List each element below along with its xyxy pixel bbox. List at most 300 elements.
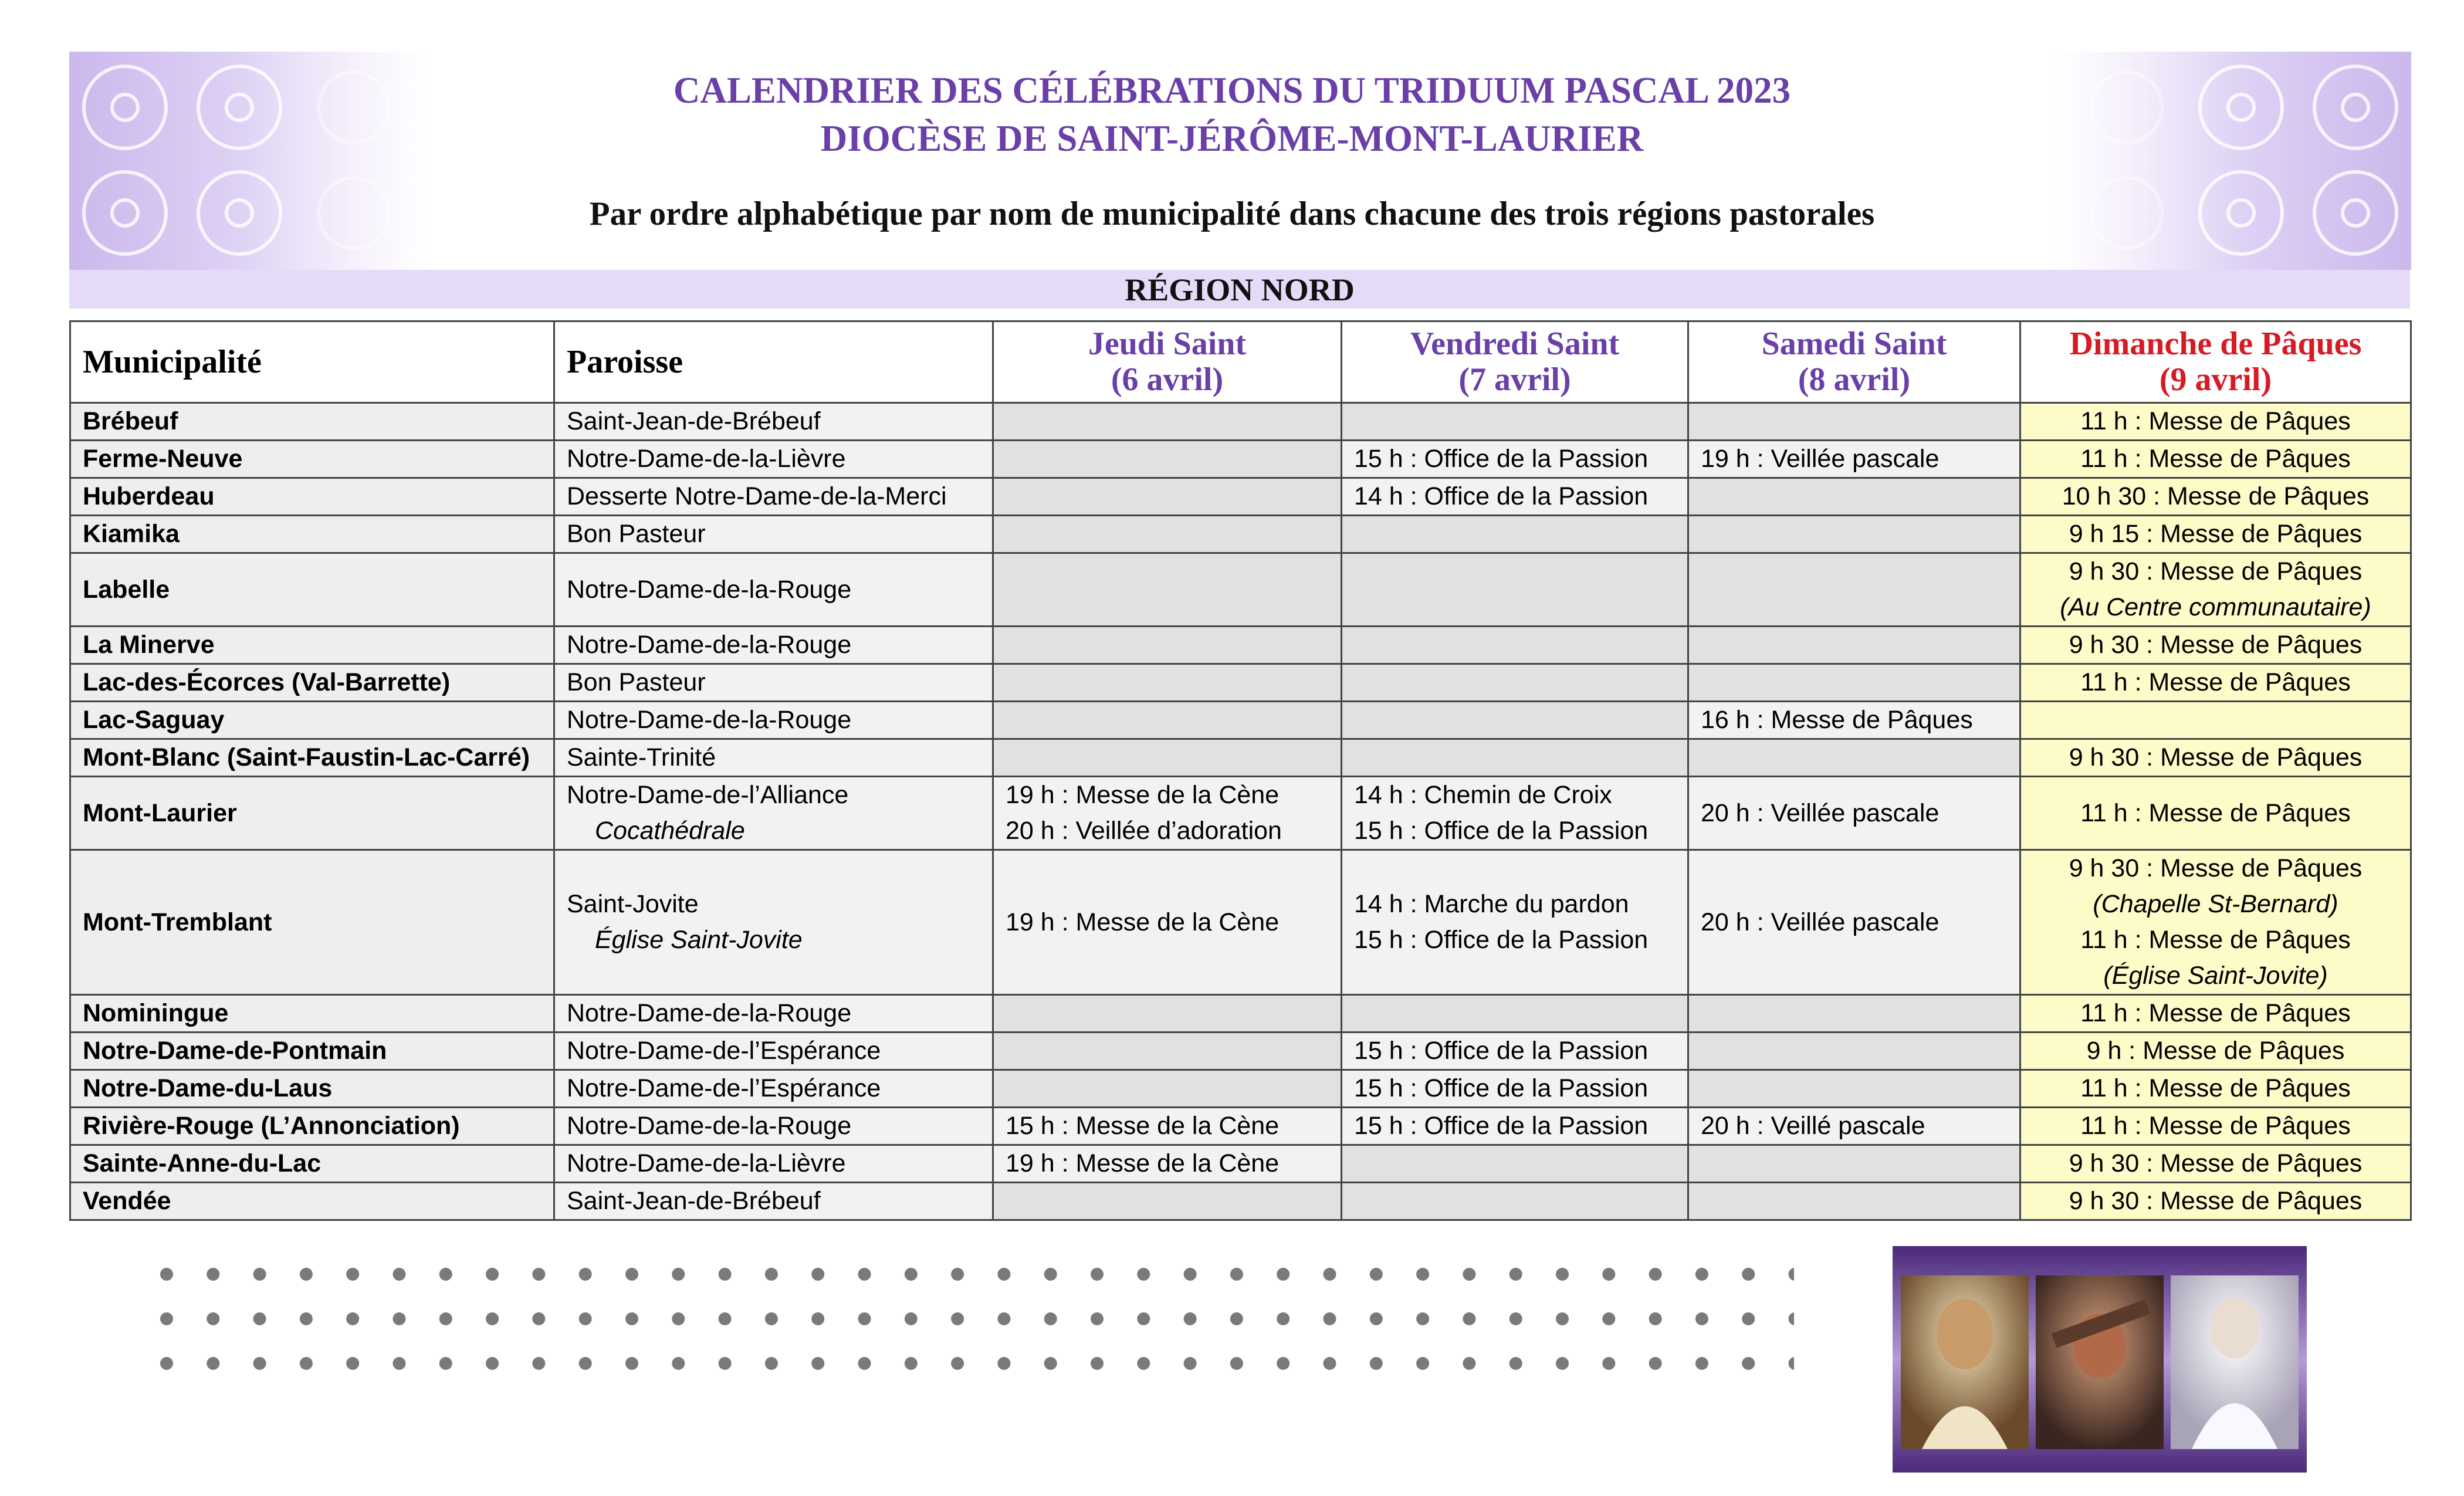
- parish-line: Notre-Dame-de-la-Lièvre: [567, 445, 846, 473]
- decorative-dot: [579, 1357, 592, 1370]
- jeudi-cell: [993, 516, 1342, 553]
- decorative-dot: [439, 1312, 452, 1325]
- decorative-dot: [1789, 1357, 1795, 1370]
- decorative-dot: [765, 1312, 778, 1325]
- vendredi-cell: [1342, 739, 1688, 777]
- parish-cell: [554, 850, 993, 995]
- samedi-line: 16 h : Messe de Pâques: [1701, 706, 1973, 734]
- parish-line: Saint-Jean-de-Brébeuf: [567, 1187, 821, 1215]
- header-jeudi-date: (6 avril): [1111, 361, 1224, 398]
- vendredi-line: 15 h : Office de la Passion: [1354, 1037, 1649, 1065]
- table-row: [70, 739, 2411, 777]
- parish-cell: [554, 1145, 993, 1183]
- decorative-dot: [1277, 1357, 1289, 1370]
- dimanche-line: 9 h 30 : Messe de Pâques: [2069, 557, 2363, 585]
- table-row: [70, 1108, 2411, 1145]
- vendredi-cell: [1342, 627, 1688, 664]
- decorative-dot: [1277, 1312, 1289, 1325]
- parish-line: Desserte Notre-Dame-de-la-Merci: [567, 482, 947, 510]
- decorative-dot: [905, 1268, 918, 1281]
- header-jeudi: [993, 321, 1342, 403]
- decorative-dot: [1324, 1312, 1336, 1325]
- parish-line: Notre-Dame-de-la-Rouge: [567, 1112, 852, 1140]
- decorative-dot: [300, 1357, 313, 1370]
- jeudi-cell: [993, 553, 1342, 627]
- vendredi-cell: [1342, 1183, 1688, 1220]
- dimanche-line: (Au Centre communautaire): [2060, 593, 2371, 621]
- decorative-dot: [1509, 1268, 1522, 1281]
- table-row: [70, 441, 2411, 478]
- decorative-dot: [532, 1268, 545, 1281]
- vendredi-cell: [1342, 1145, 1688, 1183]
- municipality-cell: Nominingue: [70, 995, 554, 1033]
- decorative-dot: [1044, 1268, 1057, 1281]
- dimanche-cell: [2020, 850, 2411, 995]
- decorative-dot: [719, 1357, 732, 1370]
- decorative-dot: [579, 1312, 592, 1325]
- decorative-dot: [1602, 1312, 1615, 1325]
- decorative-dot: [579, 1268, 592, 1281]
- dimanche-line: 11 h : Messe de Pâques: [2080, 1112, 2351, 1140]
- dimanche-line: 9 h : Messe de Pâques: [2086, 1037, 2345, 1065]
- table-row: [70, 403, 2411, 441]
- decorative-dot: [1742, 1357, 1755, 1370]
- header-jeudi-day: Jeudi Saint: [1088, 326, 1247, 362]
- jeudi-line: 15 h : Messe de la Cène: [1006, 1112, 1280, 1140]
- parish-line: Notre-Dame-de-l’Espérance: [567, 1037, 881, 1065]
- samedi-cell: [1688, 702, 2020, 739]
- decorative-dot: [207, 1268, 219, 1281]
- dimanche-line: 11 h : Messe de Pâques: [2080, 999, 2351, 1027]
- parish-cell: [554, 553, 993, 627]
- decorative-dot: [625, 1312, 638, 1325]
- table-row: [70, 627, 2411, 664]
- municipality-cell: Sainte-Anne-du-Lac: [70, 1145, 554, 1183]
- table-row: [70, 1183, 2411, 1220]
- decorative-dot: [765, 1268, 778, 1281]
- vendredi-cell: [1342, 516, 1688, 553]
- vendredi-line: 14 h : Marche du pardon: [1354, 890, 1629, 918]
- parish-line: Sainte-Trinité: [567, 743, 716, 771]
- decorative-dot: [1649, 1357, 1662, 1370]
- table-row: [70, 516, 2411, 553]
- decorative-dot: [1184, 1268, 1197, 1281]
- parish-cell: [554, 995, 993, 1033]
- decorative-dot: [346, 1268, 359, 1281]
- dimanche-cell: [2020, 441, 2411, 478]
- municipality-cell: Huberdeau: [70, 478, 554, 516]
- parish-cell: [554, 1070, 993, 1108]
- jeudi-line: 19 h : Messe de la Cène: [1006, 908, 1280, 936]
- dimanche-cell: [2020, 1183, 2411, 1220]
- parish-cell: [554, 403, 993, 441]
- decorative-dot: [1416, 1268, 1429, 1281]
- table-row: [70, 777, 2411, 850]
- table-row: [70, 702, 2411, 739]
- jeudi-line: 19 h : Messe de la Cène: [1006, 781, 1280, 809]
- vendredi-line: 14 h : Chemin de Croix: [1354, 781, 1612, 809]
- dimanche-line: 9 h 30 : Messe de Pâques: [2069, 854, 2363, 882]
- parish-line: Église Saint-Jovite: [595, 926, 803, 954]
- decorative-dot: [1324, 1268, 1336, 1281]
- decorative-dot: [765, 1357, 778, 1370]
- vendredi-cell: [1342, 1033, 1688, 1070]
- jeudi-cell: [993, 403, 1342, 441]
- dimanche-cell: [2020, 516, 2411, 553]
- decorative-dot: [300, 1268, 313, 1281]
- decorative-dot: [1184, 1357, 1197, 1370]
- header-municipalite: Municipalité: [70, 321, 554, 403]
- vendredi-cell: [1342, 702, 1688, 739]
- samedi-cell: [1688, 664, 2020, 702]
- decorative-dot: [1509, 1312, 1522, 1325]
- decorative-dot: [393, 1357, 406, 1370]
- jeudi-cell: [993, 1070, 1342, 1108]
- diocese-title: DIOCÈSE DE SAINT-JÉRÔME-MONT-LAURIER: [820, 118, 1644, 159]
- header-vendredi: [1342, 321, 1688, 403]
- decorative-dot: [1742, 1268, 1755, 1281]
- table-row: [70, 478, 2411, 516]
- jeudi-cell: [993, 850, 1342, 995]
- decorative-dot: [1370, 1357, 1383, 1370]
- header-vendredi-day: Vendredi Saint: [1410, 326, 1620, 362]
- decorative-dot: [393, 1312, 406, 1325]
- vendredi-cell: [1342, 441, 1688, 478]
- decorative-dot: [997, 1357, 1010, 1370]
- samedi-line: 20 h : Veillé pascale: [1701, 1112, 1925, 1140]
- decorative-dot: [1137, 1357, 1150, 1370]
- dimanche-cell: [2020, 627, 2411, 664]
- decorative-dot: [1091, 1268, 1104, 1281]
- decorative-dot: [811, 1312, 824, 1325]
- header-samedi: [1688, 321, 2020, 403]
- decorative-dot: [160, 1312, 173, 1325]
- dimanche-cell: [2020, 1108, 2411, 1145]
- dimanche-cell: [2020, 1145, 2411, 1183]
- subtitle: Par ordre alphabétique par nom de municipalité dans chacune des trois régions pastorales: [589, 195, 1875, 232]
- vendredi-cell: [1342, 478, 1688, 516]
- decorative-dot: [1463, 1268, 1475, 1281]
- dimanche-line: 9 h 30 : Messe de Pâques: [2069, 1149, 2363, 1177]
- samedi-line: 20 h : Veillée pascale: [1701, 908, 1940, 936]
- dimanche-cell: [2020, 702, 2411, 739]
- parish-line: Cocathédrale: [595, 817, 745, 845]
- table-row: [70, 850, 2411, 995]
- dimanche-line: 11 h : Messe de Pâques: [2080, 926, 2351, 954]
- decorative-dot: [1230, 1357, 1243, 1370]
- parish-cell: [554, 1033, 993, 1070]
- municipality-cell: Brébeuf: [70, 403, 554, 441]
- decorative-dot: [1230, 1268, 1243, 1281]
- decorative-dot: [1695, 1357, 1708, 1370]
- decorative-dot: [1230, 1312, 1243, 1325]
- decorative-dot: [625, 1357, 638, 1370]
- samedi-cell: [1688, 850, 2020, 995]
- jeudi-cell: [993, 1033, 1342, 1070]
- header-paroisse: Paroisse: [554, 321, 993, 403]
- parish-cell: [554, 777, 993, 850]
- vendredi-cell: [1342, 850, 1688, 995]
- parish-line: Notre-Dame-de-la-Lièvre: [567, 1149, 846, 1177]
- dimanche-cell: [2020, 1033, 2411, 1070]
- decorative-dot: [439, 1268, 452, 1281]
- dimanche-cell: [2020, 739, 2411, 777]
- decorative-dot: [1044, 1357, 1057, 1370]
- dimanche-line: 9 h 30 : Messe de Pâques: [2069, 631, 2363, 659]
- decorative-dot: [672, 1312, 685, 1325]
- decorative-dot: [1789, 1312, 1795, 1325]
- samedi-cell: [1688, 739, 2020, 777]
- decorative-dot: [486, 1268, 499, 1281]
- jeudi-cell: [993, 627, 1342, 664]
- table-row: [70, 664, 2411, 702]
- parish-cell: [554, 739, 993, 777]
- dimanche-line: 11 h : Messe de Pâques: [2080, 668, 2351, 696]
- municipality-cell: Ferme-Neuve: [70, 441, 554, 478]
- dimanche-cell: [2020, 403, 2411, 441]
- dimanche-cell: [2020, 995, 2411, 1033]
- samedi-cell: [1688, 516, 2020, 553]
- municipality-cell: Rivière-Rouge (L’Annonciation): [70, 1108, 554, 1145]
- decorative-dot: [532, 1312, 545, 1325]
- decorative-dot-grid: [151, 1260, 1794, 1377]
- parish-cell: [554, 516, 993, 553]
- dimanche-line: 11 h : Messe de Pâques: [2080, 1074, 2351, 1102]
- decorative-dot: [1137, 1312, 1150, 1325]
- parish-cell: [554, 1108, 993, 1145]
- samedi-cell: [1688, 1033, 2020, 1070]
- decorative-dot: [160, 1357, 173, 1370]
- vendredi-cell: [1342, 995, 1688, 1033]
- dimanche-cell: [2020, 1070, 2411, 1108]
- decorative-dot: [1556, 1268, 1569, 1281]
- dimanche-line: 10 h 30 : Messe de Pâques: [2062, 482, 2370, 510]
- decorative-dot: [1370, 1312, 1383, 1325]
- dimanche-cell: [2020, 664, 2411, 702]
- decorative-dot: [811, 1357, 824, 1370]
- parish-line: Notre-Dame-de-l’Espérance: [567, 1074, 881, 1102]
- decorative-dot: [951, 1268, 964, 1281]
- jeudi-line: 20 h : Veillée d’adoration: [1006, 817, 1282, 845]
- decorative-dot: [532, 1357, 545, 1370]
- vendredi-cell: [1342, 1108, 1688, 1145]
- document-title: CALENDRIER DES CÉLÉBRATIONS DU TRIDUUM PASCAL 2023: [673, 70, 1791, 111]
- decorative-dot: [625, 1268, 638, 1281]
- decorative-dot: [672, 1357, 685, 1370]
- vendredi-line: 15 h : Office de la Passion: [1354, 926, 1649, 954]
- vendredi-line: 15 h : Office de la Passion: [1354, 1074, 1649, 1102]
- decorative-dot: [1370, 1268, 1383, 1281]
- jeudi-line: 19 h : Messe de la Cène: [1006, 1149, 1280, 1177]
- dimanche-line: 9 h 15 : Messe de Pâques: [2069, 520, 2363, 548]
- decorative-dot: [1602, 1357, 1615, 1370]
- decorative-dot: [858, 1268, 871, 1281]
- vendredi-cell: [1342, 1070, 1688, 1108]
- schedule-table: [69, 320, 2412, 1221]
- decorative-dot: [719, 1312, 732, 1325]
- decorative-dot: [1044, 1312, 1057, 1325]
- vendredi-cell: [1342, 403, 1688, 441]
- decorative-dot: [672, 1268, 685, 1281]
- easter-triptych-image: [1893, 1246, 2307, 1473]
- samedi-cell: [1688, 441, 2020, 478]
- parish-line: Saint-Jovite: [567, 890, 699, 918]
- decorative-dot: [439, 1357, 452, 1370]
- samedi-cell: [1688, 1145, 2020, 1183]
- samedi-cell: [1688, 1183, 2020, 1220]
- vendredi-line: 15 h : Office de la Passion: [1354, 445, 1649, 473]
- dimanche-cell: [2020, 553, 2411, 627]
- decorative-dot: [1695, 1312, 1708, 1325]
- samedi-cell: [1688, 627, 2020, 664]
- decorative-dot: [1602, 1268, 1615, 1281]
- decorative-dot: [1416, 1357, 1429, 1370]
- parish-cell: [554, 627, 993, 664]
- dimanche-cell: [2020, 478, 2411, 516]
- jeudi-cell: [993, 1183, 1342, 1220]
- table-row: [70, 995, 2411, 1033]
- parish-line: Bon Pasteur: [567, 668, 706, 696]
- jeudi-cell: [993, 777, 1342, 850]
- header-dimanche: [2020, 321, 2411, 403]
- vendredi-cell: [1342, 777, 1688, 850]
- jeudi-cell: [993, 739, 1342, 777]
- decorative-dot: [1649, 1268, 1662, 1281]
- dimanche-line: (Chapelle St-Bernard): [2093, 890, 2338, 918]
- decorative-dot: [1556, 1357, 1569, 1370]
- dimanche-line: 9 h 30 : Messe de Pâques: [2069, 1187, 2363, 1215]
- decorative-dot: [1324, 1357, 1336, 1370]
- decorative-dot: [1649, 1312, 1662, 1325]
- vendredi-line: 15 h : Office de la Passion: [1354, 1112, 1649, 1140]
- table-row: [70, 1145, 2411, 1183]
- samedi-cell: [1688, 777, 2020, 850]
- decorative-dot: [393, 1268, 406, 1281]
- table-row: [70, 553, 2411, 627]
- jeudi-cell: [993, 702, 1342, 739]
- samedi-line: 20 h : Veillée pascale: [1701, 798, 1940, 827]
- decorative-dot: [300, 1312, 313, 1325]
- decorative-dot: [253, 1268, 266, 1281]
- dimanche-line: 11 h : Messe de Pâques: [2080, 407, 2351, 435]
- parish-cell: [554, 1183, 993, 1220]
- header-dimanche-date: (9 avril): [2159, 361, 2272, 398]
- samedi-line: 19 h : Veillée pascale: [1701, 445, 1940, 473]
- decorative-dot: [1277, 1268, 1289, 1281]
- decorative-dot: [905, 1357, 918, 1370]
- vendredi-cell: [1342, 664, 1688, 702]
- decorative-dot: [905, 1312, 918, 1325]
- header-samedi-date: (8 avril): [1798, 361, 1911, 398]
- header-samedi-day: Samedi Saint: [1761, 326, 1947, 362]
- decorative-dot: [346, 1357, 359, 1370]
- municipality-cell: La Minerve: [70, 627, 554, 664]
- decorative-dot: [1137, 1268, 1150, 1281]
- decorative-dot: [997, 1312, 1010, 1325]
- parish-line: Notre-Dame-de-la-Rouge: [567, 575, 852, 604]
- decorative-dot: [346, 1312, 359, 1325]
- decorative-dot: [997, 1268, 1010, 1281]
- municipality-cell: Mont-Tremblant: [70, 850, 554, 995]
- municipality-cell: Lac-Saguay: [70, 702, 554, 739]
- jeudi-cell: [993, 995, 1342, 1033]
- table-row: [70, 1033, 2411, 1070]
- decorative-dot: [1556, 1312, 1569, 1325]
- jeudi-cell: [993, 1145, 1342, 1183]
- decorative-dot: [1695, 1268, 1708, 1281]
- decorative-dot: [253, 1357, 266, 1370]
- samedi-cell: [1688, 553, 2020, 627]
- vendredi-cell: [1342, 553, 1688, 627]
- decorative-dot: [811, 1268, 824, 1281]
- table-row: [70, 1070, 2411, 1108]
- municipality-cell: Notre-Dame-de-Pontmain: [70, 1033, 554, 1070]
- decorative-dot: [1742, 1312, 1755, 1325]
- parish-cell: [554, 664, 993, 702]
- parish-cell: [554, 702, 993, 739]
- decorative-dot: [858, 1357, 871, 1370]
- region-heading: RÉGION NORD: [69, 270, 2410, 309]
- dimanche-line: 9 h 30 : Messe de Pâques: [2069, 743, 2363, 771]
- parish-line: Notre-Dame-de-l’Alliance: [567, 781, 849, 809]
- municipality-cell: Mont-Blanc (Saint-Faustin-Lac-Carré): [70, 739, 554, 777]
- vendredi-line: 15 h : Office de la Passion: [1354, 817, 1649, 845]
- decorative-dot: [207, 1312, 219, 1325]
- header-vendredi-date: (7 avril): [1458, 361, 1571, 398]
- parish-line: Notre-Dame-de-la-Rouge: [567, 631, 852, 659]
- municipality-cell: Labelle: [70, 553, 554, 627]
- decorative-dot: [486, 1312, 499, 1325]
- decorative-dot: [1091, 1312, 1104, 1325]
- parish-line: Bon Pasteur: [567, 520, 706, 548]
- samedi-cell: [1688, 1108, 2020, 1145]
- dimanche-line: (Église Saint-Jovite): [2103, 962, 2328, 990]
- table-header-row: [70, 321, 2411, 403]
- decorative-dot: [1509, 1357, 1522, 1370]
- municipality-cell: Vendée: [70, 1183, 554, 1220]
- samedi-cell: [1688, 1070, 2020, 1108]
- jeudi-cell: [993, 441, 1342, 478]
- decorative-dot: [1091, 1357, 1104, 1370]
- vendredi-line: 14 h : Office de la Passion: [1354, 482, 1649, 510]
- jeudi-cell: [993, 664, 1342, 702]
- parish-cell: [554, 478, 993, 516]
- municipality-cell: Kiamika: [70, 516, 554, 553]
- parish-line: Notre-Dame-de-la-Rouge: [567, 999, 852, 1027]
- jeudi-cell: [993, 478, 1342, 516]
- decorative-dot: [951, 1312, 964, 1325]
- municipality-cell: Lac-des-Écorces (Val-Barrette): [70, 664, 554, 702]
- samedi-cell: [1688, 478, 2020, 516]
- municipality-cell: Mont-Laurier: [70, 777, 554, 850]
- decorative-dot: [1184, 1312, 1197, 1325]
- decorative-dot: [719, 1268, 732, 1281]
- samedi-cell: [1688, 995, 2020, 1033]
- decorative-dot: [486, 1357, 499, 1370]
- decorative-dot: [951, 1357, 964, 1370]
- decorative-dot: [160, 1268, 173, 1281]
- decorative-dot: [253, 1312, 266, 1325]
- jeudi-cell: [993, 1108, 1342, 1145]
- decorative-dot: [1789, 1268, 1795, 1281]
- parish-line: Notre-Dame-de-la-Rouge: [567, 706, 852, 734]
- parish-line: Saint-Jean-de-Brébeuf: [567, 407, 821, 435]
- decorative-dot: [1463, 1312, 1475, 1325]
- parish-cell: [554, 441, 993, 478]
- municipality-cell: Notre-Dame-du-Laus: [70, 1070, 554, 1108]
- header-dimanche-day: Dimanche de Pâques: [2069, 326, 2362, 362]
- samedi-cell: [1688, 403, 2020, 441]
